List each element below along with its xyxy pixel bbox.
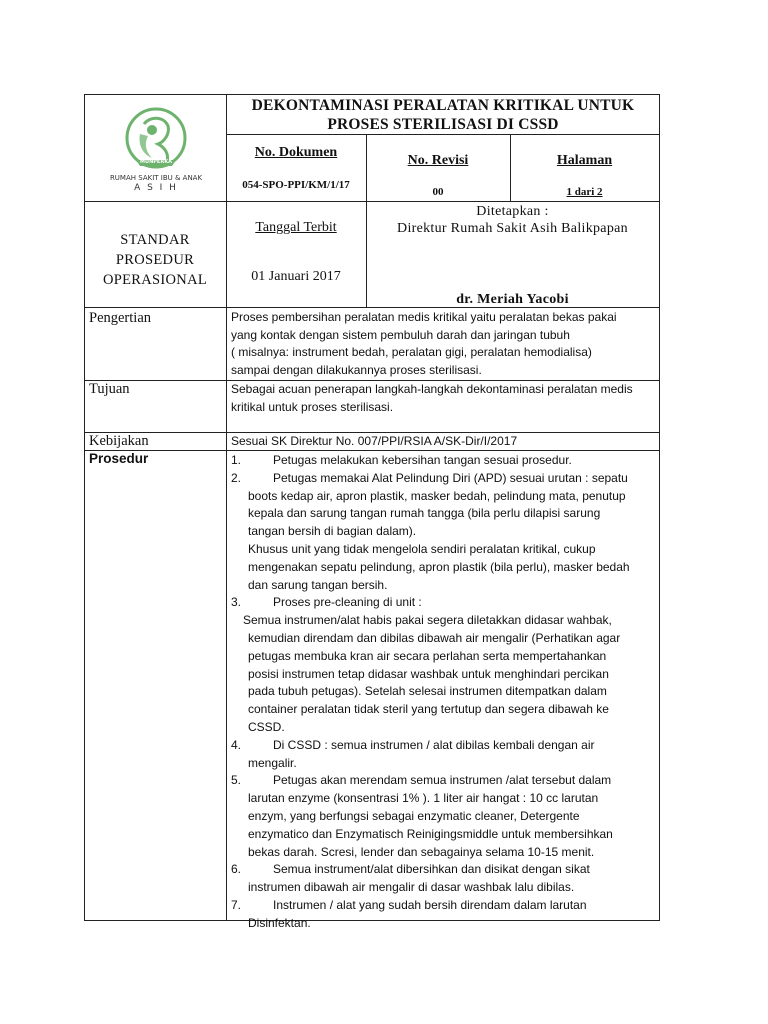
established-label: Ditetapkan : [476,204,549,219]
definition-label: Pengertian [89,310,152,326]
definition-line: ( misalnya: instrument bedah, peralatan gigi, peralatan hemodialisa) [231,345,592,359]
step-line: enzym, yang berfungsi sebagai enzymatic cleaner, Detergente [248,808,580,823]
issue-date-value: 01 Januari 2017 [251,269,341,284]
step-line: kemudian direndam dan dibilas dibawah air mengalir (Perhatikan agar [248,630,621,645]
procedure-step [231,452,657,470]
step-number: 6. [231,862,242,877]
logo-ribbon-text: MUNPERKA [140,159,172,165]
hospital-logo [100,104,212,196]
policy-text: Sesuai SK Direktur No. 007/PPI/RSIA A/SK-Dir/I/2017 [231,434,518,448]
page-value: 1 dari 2 [566,186,603,198]
purpose-label: Tujuan [89,381,130,397]
step-line: Proses pre-cleaning di unit : [273,595,422,610]
step-line: boots kedap air, apron plastik, masker bedah, pelindung mata, penutup [248,488,626,503]
step-line: Semua instrumen/alat habis pakai segera diletakkan didasar wahbak, [243,613,612,628]
step-line: mengalir. [248,755,297,770]
step-line: dan sarung tangan bersih. [248,577,388,592]
procedure-step [231,594,657,736]
step-line: Petugas akan merendam semua instrumen /alat tersebut dalam [273,773,612,788]
sop-line-2: PROSEDUR [115,252,195,268]
step-line: Di CSSD : semua instrumen / alat dibilas kembali dengan air [273,737,595,752]
step-line: petugas membuka kran air secara perlahan serta mempertahankan [248,648,607,663]
step-line: Disinfektan. [248,915,311,930]
definition-line: sampai dengan dilakukannya proses sterilisasi. [231,362,482,377]
step-line: kepala dan sarung tangan rumah tangga (bila perlu dilapisi sarung [248,506,601,521]
purpose-line: kritikal untuk proses sterilisasi. [231,399,394,414]
revision-label: No. Revisi [407,153,469,168]
step-line: pada tubuh petugas). Setelah selesai instrumen ditempatkan dalam [248,684,607,699]
step-line: Petugas memakai Alat Pelindung Diri (APD) sesuai urutan : sepatu [273,470,628,485]
procedure-step [231,897,657,933]
logo-tagline: RUMAH SAKIT IBU & ANAK [109,174,203,182]
step-number: 1. [231,453,242,467]
procedure-step [231,737,657,773]
sop-heading [84,230,226,290]
page-label: Halaman [556,153,613,168]
signatory-name: dr. Meriah Yacobi [456,292,569,307]
document-title [226,96,660,134]
sop-line-1: STANDAR [120,232,190,248]
step-line: tangan bersih di bagian dalam). [248,524,417,539]
step-number: 7. [231,897,242,912]
definition-line: Proses pembersihan peralatan medis kritikal yaitu peralatan bekas pakai [231,310,617,324]
step-line: bekas darah. Scresi, lender dan sebagainya selama 10-15 menit. [248,844,595,859]
procedure-step [231,470,657,595]
logo-name: A S I H [134,183,178,193]
definition-line: yang kontak dengan sistem pembuluh darah dan jaringan tubuh [231,327,570,342]
step-number: 5. [231,773,242,788]
procedure-label: Prosedur [89,451,149,466]
revision-value: 00 [432,186,444,198]
purpose-text [231,381,657,416]
step-number: 2. [231,470,242,485]
established-by: Direktur Rumah Sakit Asih Balikpapan [397,221,628,236]
step-line: enzymatico dan Enzymatisch Reinigingsmiddle untuk membersihkan [248,826,613,841]
step-number: 4. [231,737,242,752]
procedure-step [231,861,657,897]
procedure-steps [231,452,657,933]
step-line: instrumen dibawah air mengalir di dasar washbak lalu dibilas. [248,880,575,895]
step-number: 3. [231,595,242,610]
doc-number-label: No. Dokumen [254,145,338,160]
procedure-step [231,772,657,861]
step-line: Instrumen / alat yang sudah bersih direndam dalam larutan [273,897,587,912]
definition-text [231,309,657,379]
step-line: container peralatan tidak steril yang tertutup dan segera dibawah ke [248,702,609,717]
title-line-2: PROSES STERILISASI DI CSSD [327,116,559,133]
step-line: Semua instrument/alat dibersihkan dan disikat dengan sikat [273,862,590,877]
issue-date-label: Tanggal Terbit [255,220,337,235]
policy-label: Kebijakan [89,433,149,449]
step-line: mengenakan sepatu pelindung, apron plastik (bila perlu), masker bedah [248,559,630,574]
step-line: Khusus unit yang tidak mengelola sendiri peralatan kritikal, cukup [248,541,596,556]
step-line: posisi instrumen tetap didasar washbak untuk menghindari percikan [248,666,609,681]
step-line: Petugas melakukan kebersihan tangan sesuai prosedur. [273,453,572,467]
title-line-1: DEKONTAMINASI PERALATAN KRITIKAL UNTUK [251,97,635,114]
doc-number-value: 054-SPO-PPI/KM/1/17 [242,179,350,191]
sop-line-3: OPERASIONAL [103,272,207,288]
step-line: CSSD. [248,719,285,734]
purpose-line: Sebagai acuan penerapan langkah-langkah dekontaminasi peralatan medis [231,382,633,396]
step-line: larutan enzyme (konsentrasi 1% ). 1 liter air hangat : 10 cc larutan [248,791,599,806]
